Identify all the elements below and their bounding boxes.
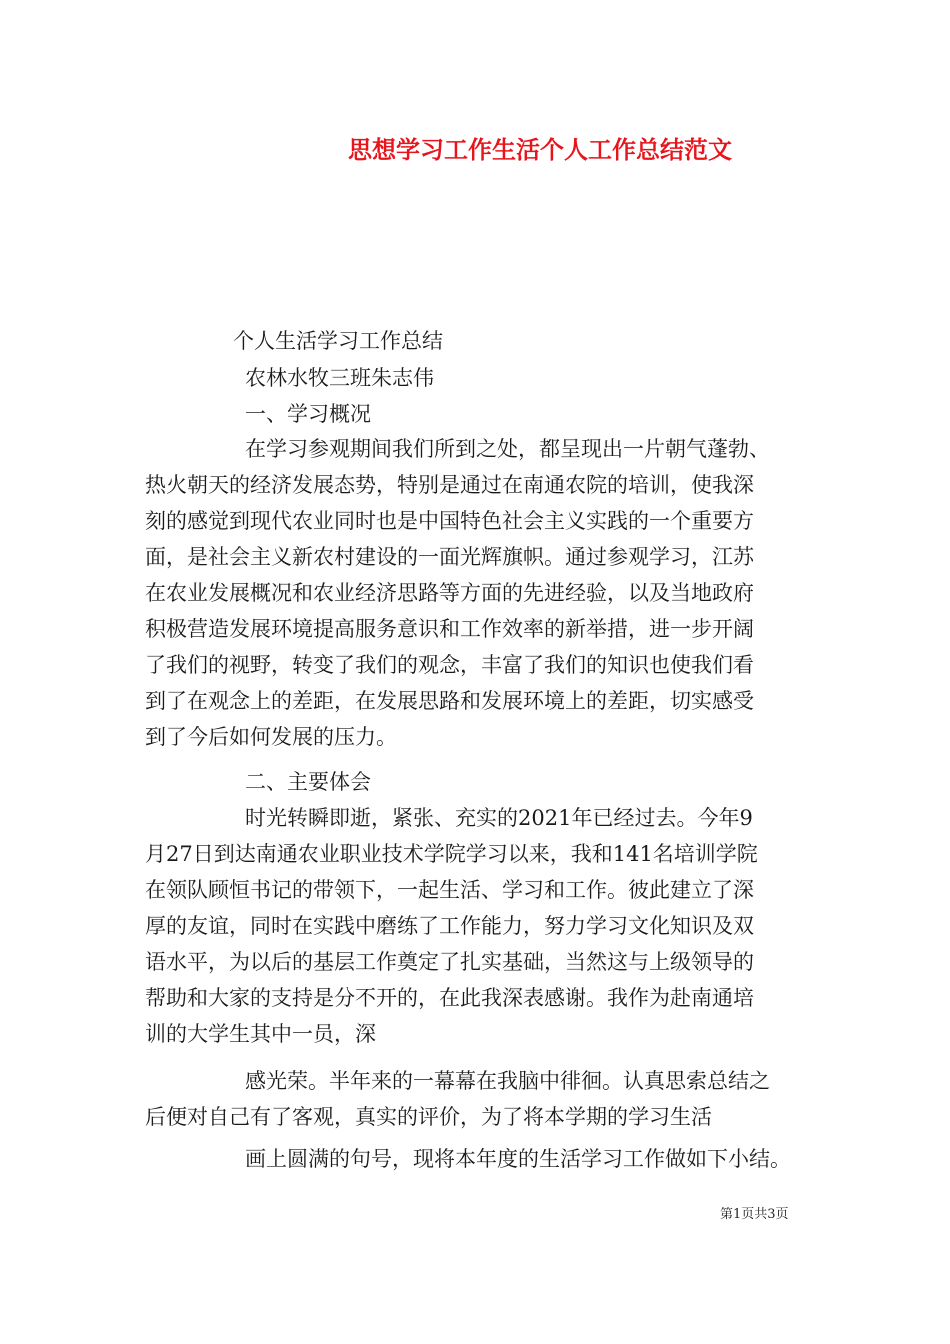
paragraph-line: 感光荣。半年来的一幕幕在我脑中徘徊。认真思索总结之 bbox=[245, 1069, 770, 1093]
section1-heading: 一、学习概况 bbox=[245, 402, 371, 426]
paragraph-line: 到了在观念上的差距，在发展思路和发展环境上的差距，切实感受 bbox=[145, 689, 754, 713]
closing-line: 画上圆满的句号，现将本年度的生活学习工作做如下小结。 bbox=[245, 1147, 791, 1171]
paragraph-line: 在学习参观期间我们所到之处，都呈现出一片朝气蓬勃、 bbox=[245, 437, 770, 461]
paragraph-line: 帮助和大家的支持是分不开的，在此我深表感谢。我作为赴南通培 bbox=[145, 986, 754, 1010]
document-author: 农林水牧三班朱志伟 bbox=[245, 366, 434, 390]
paragraph-line: 时光转瞬即逝，紧张、充实的2021年已经过去。今年9 bbox=[245, 806, 753, 830]
paragraph-line: 刻的感觉到现代农业同时也是中国特色社会主义实践的一个重要方 bbox=[145, 509, 754, 533]
paragraph-line: 月27日到达南通农业职业技术学院学习以来，我和141名培训学院 bbox=[145, 842, 758, 866]
paragraph-line: 了我们的视野，转变了我们的观念，丰富了我们的知识也使我们看 bbox=[145, 653, 754, 677]
paragraph-line: 在农业发展概况和农业经济思路等方面的先进经验，以及当地政府 bbox=[145, 581, 754, 605]
paragraph-line: 厚的友谊，同时在实践中磨练了工作能力，努力学习文化知识及双 bbox=[145, 914, 754, 938]
document-title: 思想学习工作生活个人工作总结范文 bbox=[348, 135, 732, 164]
page-number: 第1页共3页 bbox=[720, 1207, 789, 1222]
paragraph-line: 面，是社会主义新农村建设的一面光辉旗帜。通过参观学习，江苏 bbox=[145, 545, 754, 569]
paragraph-line: 在领队顾恒书记的带领下，一起生活、学习和工作。彼此建立了深 bbox=[145, 878, 754, 902]
paragraph-line: 积极营造发展环境提高服务意识和工作效率的新举措，进一步开阔 bbox=[145, 617, 754, 641]
paragraph-line: 热火朝天的经济发展态势，特别是通过在南通农院的培训，使我深 bbox=[145, 473, 754, 497]
paragraph-line: 训的大学生其中一员，深 bbox=[145, 1022, 376, 1046]
paragraph-line: 后便对自己有了客观，真实的评价，为了将本学期的学习生活 bbox=[145, 1105, 712, 1129]
paragraph-line: 到了今后如何发展的压力。 bbox=[145, 725, 397, 749]
document-subtitle: 个人生活学习工作总结 bbox=[233, 329, 443, 353]
paragraph-line: 语水平，为以后的基层工作奠定了扎实基础，当然这与上级领导的 bbox=[145, 950, 754, 974]
section2-heading: 二、主要体会 bbox=[245, 770, 371, 794]
